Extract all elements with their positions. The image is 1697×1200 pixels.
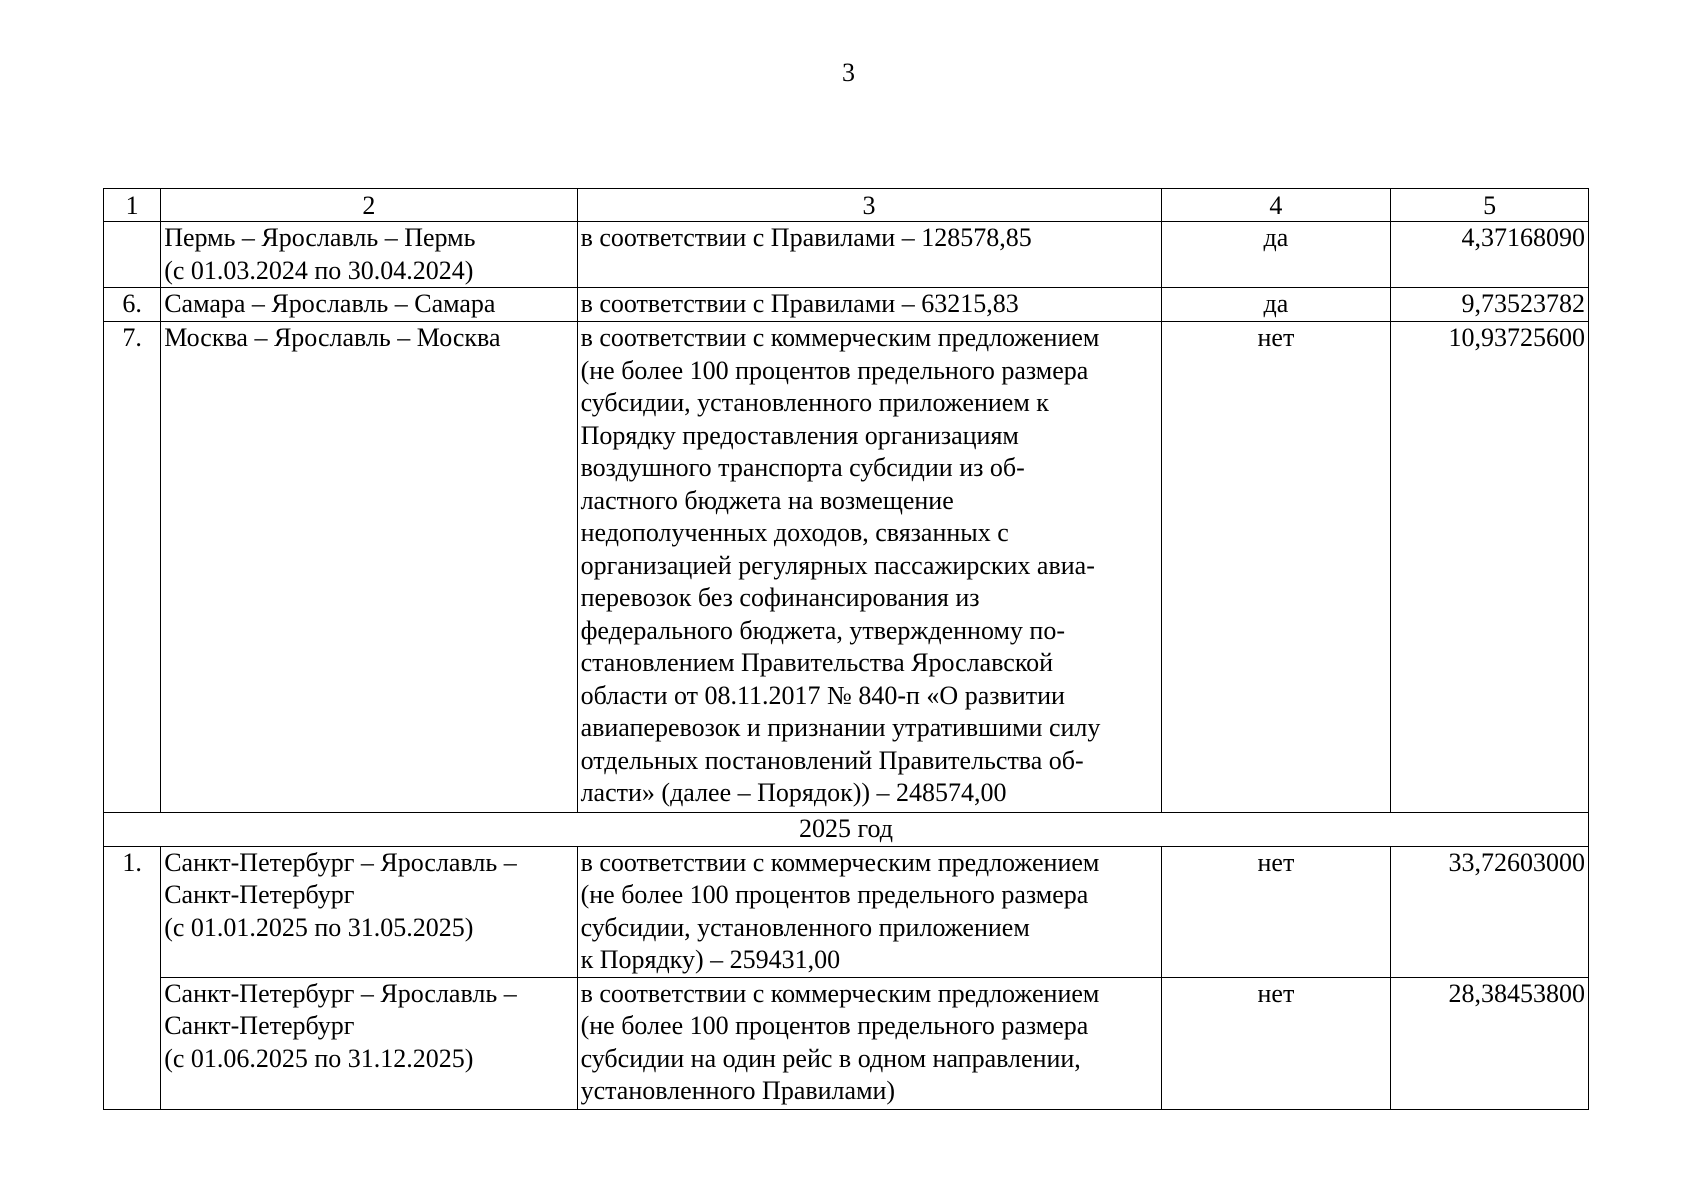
route-cell: Санкт-Петербург – Ярославль – Санкт-Петербург (с 01.01.2025 по 31.05.2025) (161, 846, 577, 977)
basis-cell: в соответствии с коммерческим предложением (не более 100 процентов предельного размера субсидии, установленного приложением к Порядку) – 259431,00 (577, 846, 1161, 977)
year-separator-row (104, 813, 1589, 847)
flag-cell: нет (1161, 846, 1391, 977)
flag-cell: да (1161, 288, 1391, 322)
flag-cell: нет (1161, 322, 1391, 813)
route-cell: Санкт-Петербург – Ярославль – Санкт-Петербург (с 01.06.2025 по 31.12.2025) (161, 977, 577, 1109)
column-header-3: 3 (577, 189, 1161, 222)
basis-cell: в соответствии с коммерческим предложением (не более 100 процентов предельного размера субсидии на один рейс в одном направлении, установленного Правилами) (577, 977, 1161, 1109)
page-number: 3 (842, 58, 855, 87)
column-header-2: 2 (161, 189, 577, 222)
table-row (104, 288, 1589, 322)
route-cell: Пермь – Ярославль – Пермь (с 01.03.2024 по 30.04.2024) (161, 222, 577, 288)
row-number: 6. (104, 288, 161, 322)
flag-cell: нет (1161, 977, 1391, 1109)
year-label: 2025 год (104, 813, 1589, 847)
row-number (104, 222, 161, 288)
value-cell: 10,93725600 (1391, 322, 1589, 813)
value-cell: 33,72603000 (1391, 846, 1589, 977)
basis-cell: в соответствии с Правилами – 128578,85 (577, 222, 1161, 288)
route-cell: Москва – Ярославль – Москва (161, 322, 577, 813)
value-cell: 9,73523782 (1391, 288, 1589, 322)
flag-cell: да (1161, 222, 1391, 288)
basis-cell: в соответствии с коммерческим предложением (не более 100 процентов предельного размера субсидии, установленного приложением к Порядку предоставления организациям воздушного транспорта субсидии из об- ластного бюджета на возмещение недополученных доходов, связанных с организацией регулярных пассажирских авиа- перевозок без софинансирования из федерального бюджета, утвержденному по- становлением Правительства Ярославской области от 08.11.2017 № 840-п «О развитии авиаперевозок и признании утратившими силу отдельных постановлений Правительства об- ласти» (далее – Порядок)) – 248574,00 (577, 322, 1161, 813)
column-header-1: 1 (104, 189, 161, 222)
row-number: 1. (104, 846, 161, 1109)
value-cell: 4,37168090 (1391, 222, 1589, 288)
route-cell: Самара – Ярославль – Самара (161, 288, 577, 322)
table-row (104, 846, 1589, 977)
table-row (104, 222, 1589, 288)
table-row (104, 977, 1589, 1109)
subsidy-table (103, 188, 1589, 1110)
basis-cell: в соответствии с Правилами – 63215,83 (577, 288, 1161, 322)
column-number-row (104, 189, 1589, 222)
column-header-5: 5 (1391, 189, 1589, 222)
value-cell: 28,38453800 (1391, 977, 1589, 1109)
column-header-4: 4 (1161, 189, 1391, 222)
table-row (104, 322, 1589, 813)
row-number: 7. (104, 322, 161, 813)
